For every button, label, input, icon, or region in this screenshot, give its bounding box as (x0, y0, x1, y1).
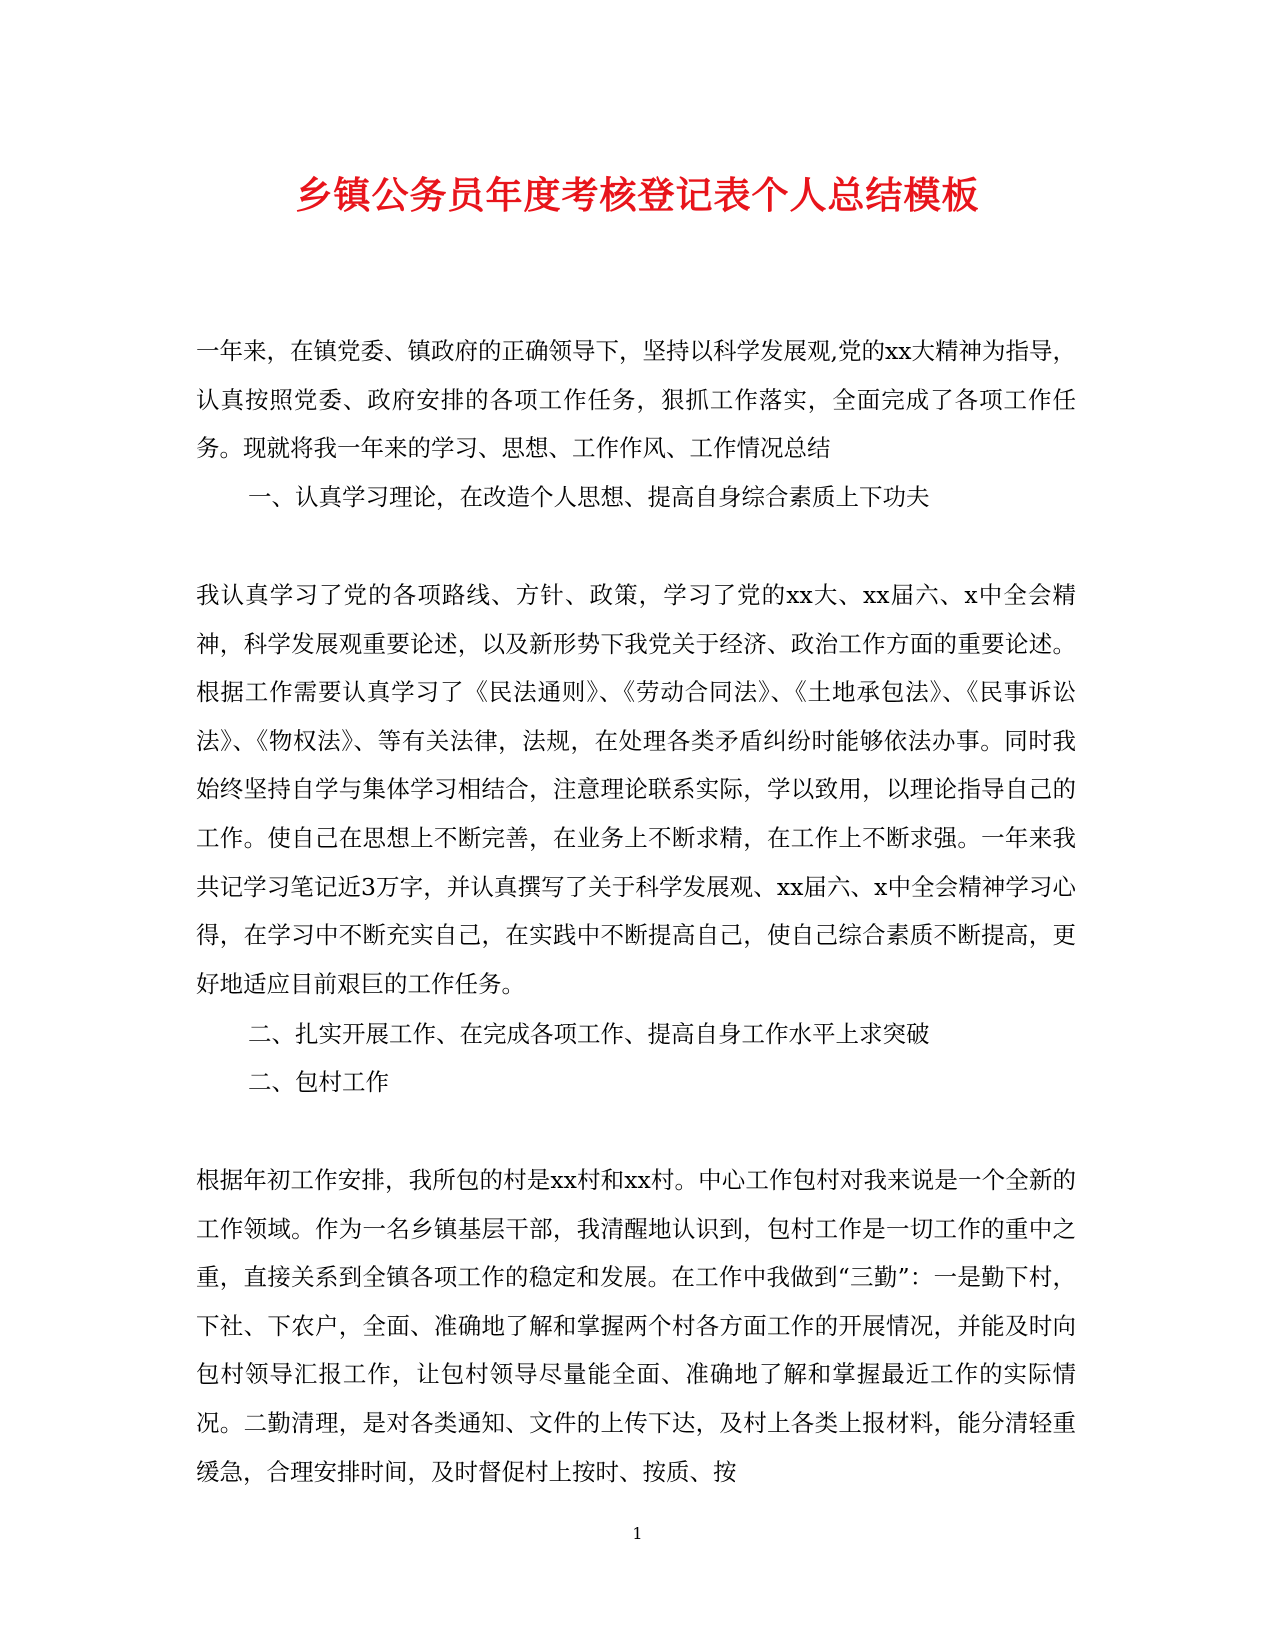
paragraph-study: 我认真学习了党的各项路线、方针、政策，学习了党的xx大、xx届六、x中全会精神，科学发展观重要论述，以及新形势下我党关于经济、政治工作方面的重要论述。根据工作需要认真学习了《民法通则》、《劳动合同法》、《土地承包法》、《民事诉讼法》、《物权法》、等有关法律，法规，在处理各类矛盾纠纷时能够依法办事。同时我始终坚持自学与集体学习相结合，注意理论联系实际，学以致用，以理论指导自己的工作。使自己在思想上不断完善，在业务上不断求精，在工作上不断求强。一年来我共记学习笔记近3万字，并认真撰写了关于科学发展观、xx届六、x中全会精神学习心得，在学习中不断充实自己，在实践中不断提高自己，使自己综合素质不断提高，更好地适应目前艰巨的工作任务。 (196, 581, 1076, 998)
page-number: 1 (632, 1524, 643, 1543)
paragraph-village: 根据年初工作安排，我所包的村是xx村和xx村。中心工作包村对我来说是一个全新的工作领域。作为一名乡镇基层干部，我清醒地认识到，包村工作是一切工作的重中之重，直接关系到全镇各项工作的稳定和发展。在工作中我做到“三勤”：一是勤下村，下社、下农户，全面、准确地了解和掌握两个村各方面工作的开展情况，并能及时向包村领导汇报工作，让包村领导尽量能全面、准确地了解和掌握最近工作的实际情况。二勤清理，是对各类通知、文件的上传下达，及村上各类上报材料，能分清轻重缓急，合理安排时间，及时督促村上按时、按质、按 (196, 1166, 1076, 1486)
section-heading-work: 二、扎实开展工作、在完成各项工作、提高自身工作水平上求突破 (248, 1020, 930, 1048)
section-heading-village: 二、包村工作 (248, 1068, 389, 1096)
document-title: 乡镇公务员年度考核登记表个人总结模板 (295, 173, 980, 217)
paragraph-intro: 一年来，在镇党委、镇政府的正确领导下，坚持以科学发展观,党的xx大精神为指导，认真按照党委、政府安排的各项工作任务，狠抓工作落实，全面完成了各项工作任务。现就将我一年来的学习、思想、工作作风、工作情况总结 (196, 337, 1076, 463)
section-heading-study: 一、认真学习理论，在改造个人思想、提高自身综合素质上下功夫 (248, 483, 930, 511)
